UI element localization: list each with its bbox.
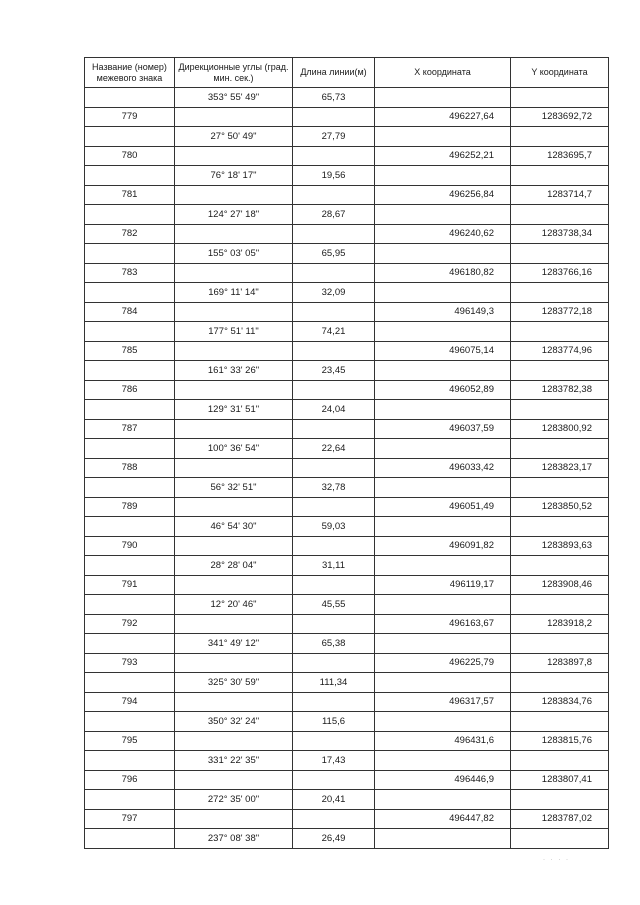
table-row [85, 731, 609, 751]
x-coordinate-cell: 496051,49 [375, 497, 511, 517]
mark-name-cell: 787 [85, 419, 175, 439]
table-row [85, 556, 609, 576]
table-row [85, 517, 609, 537]
mark-name-cell: 791 [85, 575, 175, 595]
line-length-cell [293, 419, 375, 439]
table-row [85, 458, 609, 478]
table-row [85, 244, 609, 264]
direction-angle-cell: 100° 36' 54" [175, 439, 293, 459]
mark-name-cell [85, 634, 175, 654]
x-coordinate-cell [375, 517, 511, 537]
direction-angle-cell: 341° 49' 12" [175, 634, 293, 654]
x-coordinate-cell: 496431,6 [375, 731, 511, 751]
y-coordinate-cell: 1283738,34 [511, 224, 609, 244]
x-coordinate-cell: 496037,59 [375, 419, 511, 439]
y-coordinate-cell: 1283823,17 [511, 458, 609, 478]
table-row [85, 595, 609, 615]
line-length-cell [293, 146, 375, 166]
mark-name-cell: 796 [85, 770, 175, 790]
y-coordinate-cell [511, 439, 609, 459]
line-length-cell: 32,09 [293, 283, 375, 303]
direction-angle-cell: 325° 30' 59" [175, 673, 293, 693]
table-row [85, 419, 609, 439]
x-coordinate-cell [375, 595, 511, 615]
x-coordinate-cell [375, 712, 511, 732]
direction-angle-cell: 129° 31' 51" [175, 400, 293, 420]
y-coordinate-cell [511, 400, 609, 420]
y-coordinate-cell [511, 361, 609, 381]
direction-angle-cell [175, 302, 293, 322]
table-row [85, 361, 609, 381]
direction-angle-cell: 28° 28' 04" [175, 556, 293, 576]
y-coordinate-cell [511, 595, 609, 615]
line-length-cell: 59,03 [293, 517, 375, 537]
x-coordinate-cell: 496075,14 [375, 341, 511, 361]
x-coordinate-cell: 496180,82 [375, 263, 511, 283]
table-row [85, 614, 609, 634]
table-row [85, 283, 609, 303]
table-row [85, 263, 609, 283]
table-row [85, 673, 609, 693]
line-length-cell: 65,38 [293, 634, 375, 654]
table-row [85, 107, 609, 127]
y-coordinate-cell [511, 556, 609, 576]
x-coordinate-cell: 496227,64 [375, 107, 511, 127]
mark-name-cell [85, 517, 175, 537]
mark-name-cell [85, 166, 175, 186]
table-row [85, 790, 609, 810]
x-coordinate-cell [375, 400, 511, 420]
y-coordinate-cell: 1283815,76 [511, 731, 609, 751]
mark-name-cell: 781 [85, 185, 175, 205]
y-coordinate-cell [511, 244, 609, 264]
y-coordinate-cell [511, 634, 609, 654]
boundary-coordinates-table [84, 57, 609, 849]
direction-angle-cell: 169° 11' 14" [175, 283, 293, 303]
header-x-coordinate: X координата [375, 58, 511, 88]
line-length-cell [293, 107, 375, 127]
table-header-row [85, 58, 609, 88]
line-length-cell: 26,49 [293, 829, 375, 849]
mark-name-cell: 783 [85, 263, 175, 283]
line-length-cell [293, 263, 375, 283]
direction-angle-cell [175, 341, 293, 361]
mark-name-cell [85, 400, 175, 420]
y-coordinate-cell [511, 712, 609, 732]
x-coordinate-cell [375, 634, 511, 654]
y-coordinate-cell [511, 205, 609, 225]
y-coordinate-cell [511, 790, 609, 810]
line-length-cell: 45,55 [293, 595, 375, 615]
mark-name-cell [85, 127, 175, 147]
y-coordinate-cell [511, 166, 609, 186]
mark-name-cell [85, 283, 175, 303]
direction-angle-cell: 76° 18' 17" [175, 166, 293, 186]
line-length-cell [293, 458, 375, 478]
y-coordinate-cell [511, 322, 609, 342]
mark-name-cell: 780 [85, 146, 175, 166]
x-coordinate-cell [375, 439, 511, 459]
y-coordinate-cell: 1283850,52 [511, 497, 609, 517]
mark-name-cell [85, 673, 175, 693]
mark-name-cell: 782 [85, 224, 175, 244]
x-coordinate-cell: 496256,84 [375, 185, 511, 205]
y-coordinate-cell: 1283918,2 [511, 614, 609, 634]
table-row [85, 88, 609, 108]
direction-angle-cell [175, 146, 293, 166]
y-coordinate-cell: 1283893,63 [511, 536, 609, 556]
y-coordinate-cell: 1283787,02 [511, 809, 609, 829]
table-row [85, 751, 609, 771]
y-coordinate-cell [511, 127, 609, 147]
line-length-cell [293, 653, 375, 673]
x-coordinate-cell: 496446,9 [375, 770, 511, 790]
x-coordinate-cell [375, 478, 511, 498]
direction-angle-cell [175, 809, 293, 829]
mark-name-cell [85, 439, 175, 459]
mark-name-cell: 790 [85, 536, 175, 556]
line-length-cell [293, 692, 375, 712]
line-length-cell: 17,43 [293, 751, 375, 771]
direction-angle-cell [175, 536, 293, 556]
table-row [85, 146, 609, 166]
line-length-cell: 27,79 [293, 127, 375, 147]
y-coordinate-cell: 1283800,92 [511, 419, 609, 439]
table-row [85, 341, 609, 361]
x-coordinate-cell [375, 205, 511, 225]
direction-angle-cell [175, 263, 293, 283]
y-coordinate-cell: 1283782,38 [511, 380, 609, 400]
direction-angle-cell: 12° 20' 46" [175, 595, 293, 615]
mark-name-cell: 789 [85, 497, 175, 517]
line-length-cell [293, 341, 375, 361]
y-coordinate-cell: 1283908,46 [511, 575, 609, 595]
line-length-cell [293, 731, 375, 751]
line-length-cell: 28,67 [293, 205, 375, 225]
x-coordinate-cell: 496240,62 [375, 224, 511, 244]
line-length-cell: 111,34 [293, 673, 375, 693]
line-length-cell: 115,6 [293, 712, 375, 732]
x-coordinate-cell: 496317,57 [375, 692, 511, 712]
mark-name-cell [85, 88, 175, 108]
header-y-coordinate: Y координата [511, 58, 609, 88]
x-coordinate-cell: 496091,82 [375, 536, 511, 556]
direction-angle-cell: 161° 33' 26" [175, 361, 293, 381]
direction-angle-cell: 155° 03' 05" [175, 244, 293, 264]
line-length-cell [293, 224, 375, 244]
x-coordinate-cell [375, 166, 511, 186]
table-row [85, 322, 609, 342]
mark-name-cell [85, 361, 175, 381]
direction-angle-cell: 272° 35' 00" [175, 790, 293, 810]
direction-angle-cell [175, 224, 293, 244]
table-row [85, 770, 609, 790]
y-coordinate-cell [511, 478, 609, 498]
y-coordinate-cell [511, 88, 609, 108]
table-row [85, 497, 609, 517]
table-row [85, 127, 609, 147]
y-coordinate-cell: 1283834,76 [511, 692, 609, 712]
y-coordinate-cell: 1283714,7 [511, 185, 609, 205]
y-coordinate-cell [511, 517, 609, 537]
y-coordinate-cell: 1283772,18 [511, 302, 609, 322]
x-coordinate-cell [375, 283, 511, 303]
x-coordinate-cell [375, 361, 511, 381]
mark-name-cell [85, 751, 175, 771]
line-length-cell: 65,95 [293, 244, 375, 264]
line-length-cell [293, 575, 375, 595]
direction-angle-cell [175, 770, 293, 790]
mark-name-cell [85, 478, 175, 498]
mark-name-cell [85, 712, 175, 732]
mark-name-cell [85, 829, 175, 849]
y-coordinate-cell: 1283897,8 [511, 653, 609, 673]
table-row [85, 809, 609, 829]
mark-name-cell: 795 [85, 731, 175, 751]
x-coordinate-cell: 496225,79 [375, 653, 511, 673]
line-length-cell: 32,78 [293, 478, 375, 498]
direction-angle-cell [175, 731, 293, 751]
direction-angle-cell: 331° 22' 35" [175, 751, 293, 771]
line-length-cell [293, 809, 375, 829]
mark-name-cell [85, 244, 175, 264]
mark-name-cell: 784 [85, 302, 175, 322]
line-length-cell [293, 536, 375, 556]
mark-name-cell: 794 [85, 692, 175, 712]
mark-name-cell: 788 [85, 458, 175, 478]
y-coordinate-cell: 1283692,72 [511, 107, 609, 127]
y-coordinate-cell [511, 283, 609, 303]
direction-angle-cell [175, 107, 293, 127]
x-coordinate-cell [375, 127, 511, 147]
table-row [85, 575, 609, 595]
y-coordinate-cell: 1283766,16 [511, 263, 609, 283]
x-coordinate-cell [375, 829, 511, 849]
line-length-cell [293, 770, 375, 790]
table-row [85, 302, 609, 322]
table-row [85, 692, 609, 712]
x-coordinate-cell: 496052,89 [375, 380, 511, 400]
mark-name-cell [85, 556, 175, 576]
table-row [85, 185, 609, 205]
x-coordinate-cell: 496447,82 [375, 809, 511, 829]
x-coordinate-cell [375, 322, 511, 342]
direction-angle-cell: 27° 50' 49" [175, 127, 293, 147]
line-length-cell: 24,04 [293, 400, 375, 420]
table-row [85, 400, 609, 420]
direction-angle-cell [175, 575, 293, 595]
x-coordinate-cell [375, 244, 511, 264]
line-length-cell [293, 614, 375, 634]
direction-angle-cell [175, 614, 293, 634]
direction-angle-cell [175, 380, 293, 400]
direction-angle-cell: 56° 32' 51" [175, 478, 293, 498]
x-coordinate-cell: 496163,67 [375, 614, 511, 634]
mark-name-cell [85, 595, 175, 615]
line-length-cell: 19,56 [293, 166, 375, 186]
header-direction-angle: Дирекционные углы (град. мин. сек.) [175, 58, 293, 88]
y-coordinate-cell: 1283807,41 [511, 770, 609, 790]
line-length-cell [293, 302, 375, 322]
line-length-cell [293, 380, 375, 400]
x-coordinate-cell: 496119,17 [375, 575, 511, 595]
y-coordinate-cell: 1283774,96 [511, 341, 609, 361]
y-coordinate-cell [511, 829, 609, 849]
direction-angle-cell [175, 419, 293, 439]
mark-name-cell: 786 [85, 380, 175, 400]
table-row [85, 653, 609, 673]
header-mark-name: Название (номер) межевого знака [85, 58, 175, 88]
table-row [85, 829, 609, 849]
mark-name-cell: 797 [85, 809, 175, 829]
direction-angle-cell: 237° 08' 38" [175, 829, 293, 849]
mark-name-cell: 793 [85, 653, 175, 673]
table-row [85, 439, 609, 459]
mark-name-cell: 792 [85, 614, 175, 634]
direction-angle-cell: 350° 32' 24" [175, 712, 293, 732]
table-row [85, 712, 609, 732]
x-coordinate-cell [375, 790, 511, 810]
table-row [85, 536, 609, 556]
line-length-cell: 20,41 [293, 790, 375, 810]
line-length-cell: 22,64 [293, 439, 375, 459]
table-row [85, 166, 609, 186]
table-row [85, 478, 609, 498]
line-length-cell: 65,73 [293, 88, 375, 108]
x-coordinate-cell: 496149,3 [375, 302, 511, 322]
y-coordinate-cell [511, 751, 609, 771]
direction-angle-cell: 177° 51' 11" [175, 322, 293, 342]
mark-name-cell [85, 322, 175, 342]
line-length-cell: 31,11 [293, 556, 375, 576]
table-row [85, 380, 609, 400]
table-body [85, 88, 609, 849]
scan-specks: · · · · [543, 857, 570, 863]
x-coordinate-cell [375, 88, 511, 108]
line-length-cell [293, 497, 375, 517]
direction-angle-cell [175, 692, 293, 712]
x-coordinate-cell: 496252,21 [375, 146, 511, 166]
direction-angle-cell [175, 653, 293, 673]
x-coordinate-cell [375, 751, 511, 771]
table-row [85, 205, 609, 225]
direction-angle-cell: 353° 55' 49" [175, 88, 293, 108]
mark-name-cell: 785 [85, 341, 175, 361]
direction-angle-cell [175, 458, 293, 478]
x-coordinate-cell [375, 673, 511, 693]
direction-angle-cell [175, 185, 293, 205]
line-length-cell: 23,45 [293, 361, 375, 381]
x-coordinate-cell [375, 556, 511, 576]
table-row [85, 634, 609, 654]
mark-name-cell [85, 790, 175, 810]
direction-angle-cell: 46° 54' 30" [175, 517, 293, 537]
y-coordinate-cell: 1283695,7 [511, 146, 609, 166]
table-row [85, 224, 609, 244]
line-length-cell [293, 185, 375, 205]
direction-angle-cell [175, 497, 293, 517]
y-coordinate-cell [511, 673, 609, 693]
direction-angle-cell: 124° 27' 18" [175, 205, 293, 225]
x-coordinate-cell: 496033,42 [375, 458, 511, 478]
line-length-cell: 74,21 [293, 322, 375, 342]
mark-name-cell [85, 205, 175, 225]
mark-name-cell: 779 [85, 107, 175, 127]
header-line-length: Длина линии(м) [293, 58, 375, 88]
